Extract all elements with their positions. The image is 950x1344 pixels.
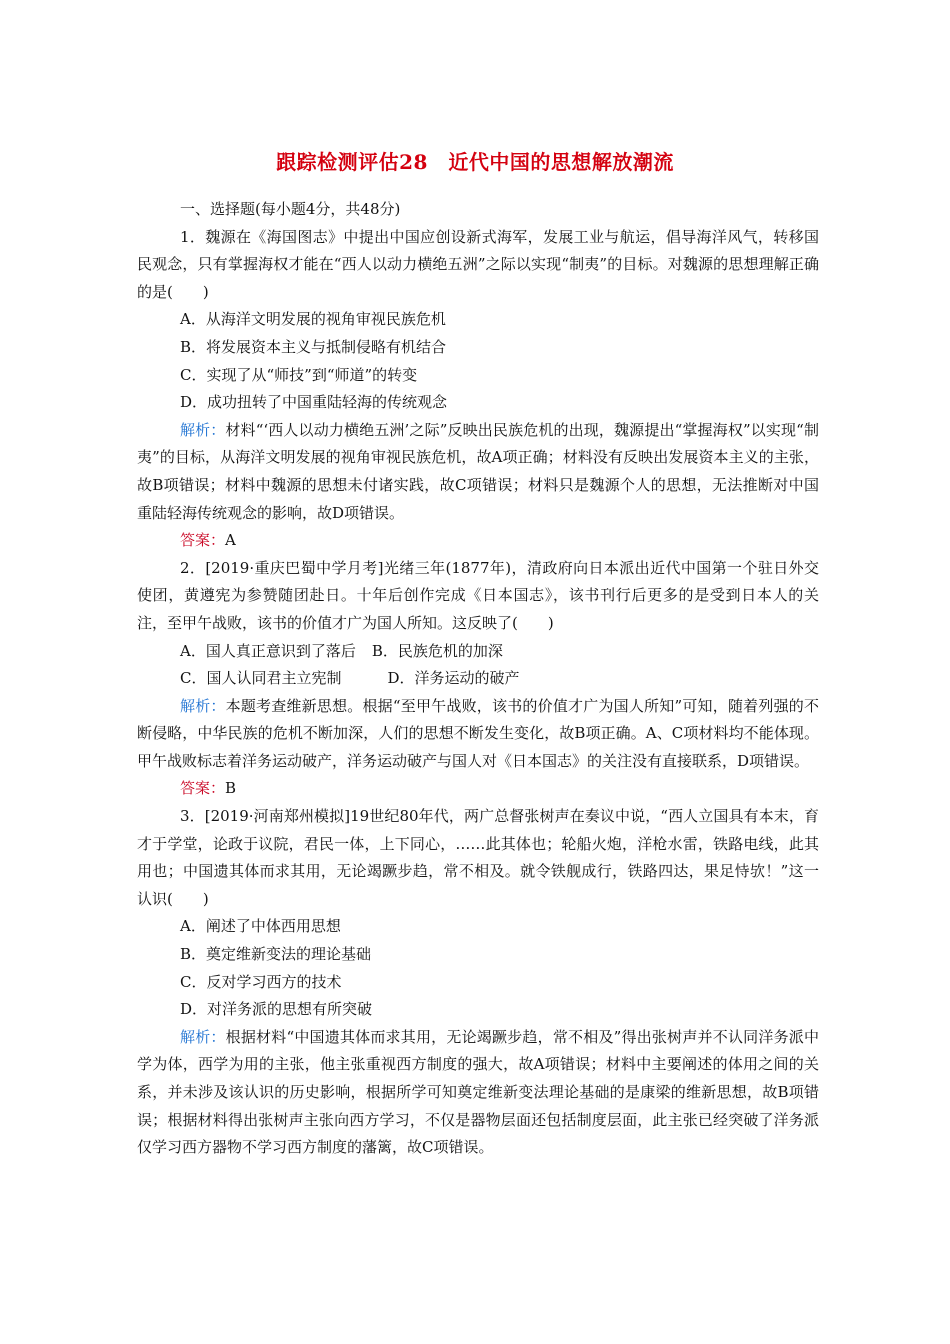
answer-value: A [225,531,236,550]
document-body [137,196,819,1162]
option-c: C．反对学习西方的技术 [180,972,342,991]
option-row [137,665,819,693]
analysis-label: 解析： [180,420,226,439]
option-a: A．从海洋文明发展的视角审视民族危机 [180,310,446,329]
option-b: B．民族危机的加深 [371,641,503,660]
answer-label: 答案： [180,779,226,798]
answer-line [137,527,819,555]
question-2 [137,555,819,803]
analysis-paragraph [137,417,819,527]
option-b: B．将发展资本主义与抵制侵略有机结合 [180,337,447,356]
answer-label: 答案： [180,531,226,550]
question-stem: 1．魏源在《海国图志》中提出中国应创设新式海军，发展工业与航运，倡导海洋风气，转移国民观念，只有掌握海权才能在“西人以动力横绝五洲”之际以实现“制夷”的目标。对魏源的思想理解正确的是( ) [137,227,819,301]
option-d: D．洋务运动的破产 [387,669,520,688]
option-c: C．国人认同君主立宪制 [180,669,342,688]
option-a: A．国人真正意识到了落后 [180,641,356,660]
question-stem: 2．[2019·重庆巴蜀中学月考]光绪三年(1877年)，清政府向日本派出近代中国第一个驻日外交使团，黄遵宪为参赞随团赴日。十年后创作完成《日本国志》，该书刊行后更多的是受到日本人的关注，至甲午战败，该书的价值才广为国人所知。这反映了( ) [137,558,819,632]
analysis-label: 解析： [180,1027,226,1046]
option-c: C．实现了从“师技”到“师道”的转变 [180,365,418,384]
analysis-paragraph [137,693,819,776]
section-heading: 一、选择题(每小题4分，共48分) [180,200,401,218]
option-b: B．奠定维新变法的理论基础 [180,945,372,964]
question-stem: 3．[2019·河南郑州模拟]19世纪80年代，两广总督张树声在奏议中说，“西人立国具有本末，育才于学堂，论政于议院，君民一体，上下同心，……此其体也；轮船火炮，洋枪水雷，铁路电线，此其用也；中国遗其体而求其用，无论竭蹶步趋，常不相及。就令铁舰成行，铁路四达，果足恃欤！”这一认识( ) [137,807,819,908]
analysis-paragraph [137,1024,819,1162]
analysis-text: 根据材料“中国遗其体而求其用，无论竭蹶步趋，常不相及”得出张树声并不认同洋务派中学为体，西学为用的主张，他主张重视西方制度的强大，故A项错误；材料中主要阐述的体用之间的关系，并未涉及该认识的历史影响，根据所学可知奠定维新变法理论基础的是康梁的维新思想，故B项错误；根据材料得出张树声主张向西方学习，不仅是器物层面还包括制度层面，此主张已经突破了洋务派仅学习西方器物不学习西方制度的藩篱，故C项错误。 [137,1027,819,1157]
option-d: D．成功扭转了中国重陆轻海的传统观念 [180,393,448,412]
page-title: 跟踪检测评估28 近代中国的思想解放潮流 [276,150,674,174]
analysis-text: 本题考查维新思想。根据“至甲午战败，该书的价值才广为国人所知”可知，随着列强的不断侵略，中华民族的危机不断加深，人们的思想不断发生变化，故B项正确。A、C项材料均不能体现。甲午战败标志着洋务运动破产，洋务运动破产与国人对《日本国志》的关注没有直接联系，D项错误。 [137,696,819,770]
analysis-label: 解析： [180,696,226,715]
option-d: D．对洋务派的思想有所突破 [180,1000,373,1019]
analysis-text: 材料“‘西人以动力横绝五洲’之际”反映出民族危机的出现，魏源提出“掌握海权”以实现“制夷”的目标，从海洋文明发展的视角审视民族危机，故A项正确；材料没有反映出发展资本主义的主张，故B项错误；材料中魏源的思想未付诸实践，故C项错误；材料只是魏源个人的思想，无法推断对中国重陆轻海传统观念的影响，故D项错误。 [137,420,819,522]
question-1 [137,224,819,555]
answer-value: B [225,779,237,798]
answer-line [137,775,819,803]
question-3 [137,803,819,1162]
option-row [137,638,819,666]
option-a: A．阐述了中体西用思想 [180,917,341,936]
